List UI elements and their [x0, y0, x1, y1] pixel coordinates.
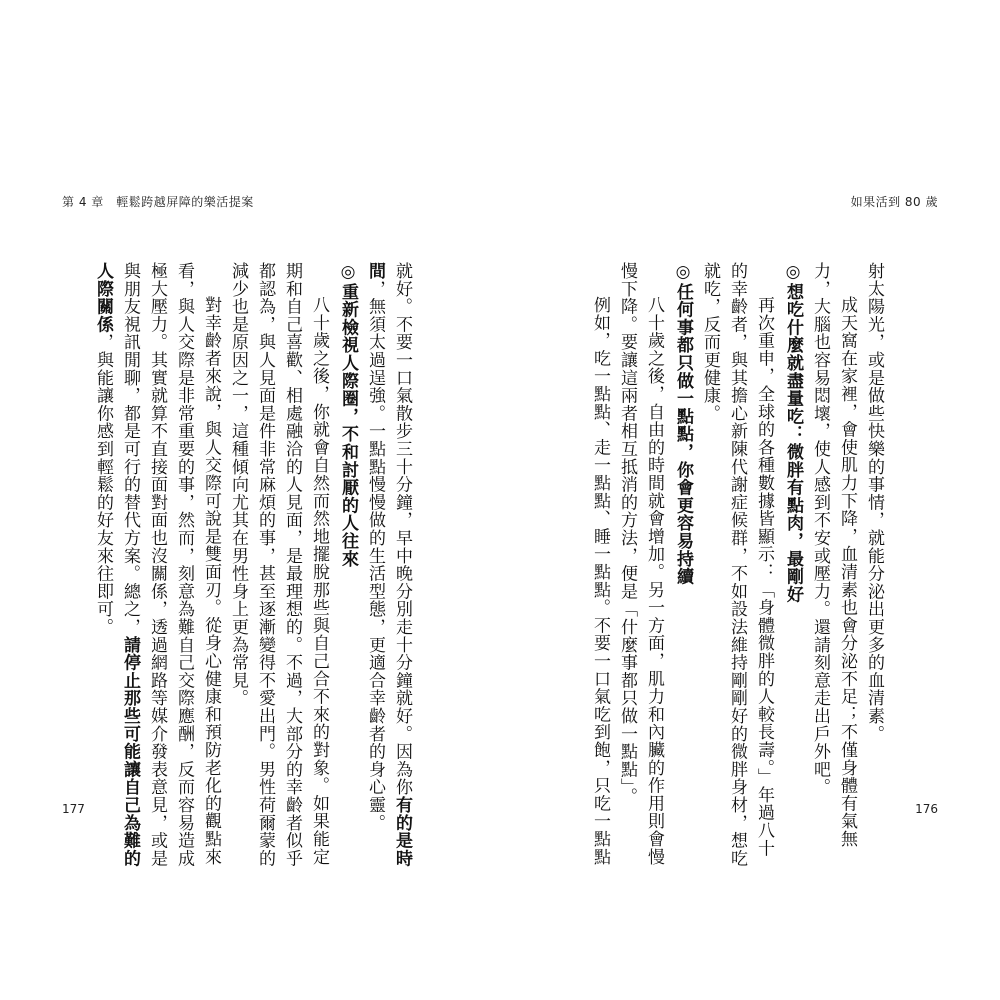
body-line: 的幸齡者，與其擔心新陳代謝症候群，不如設法維持剛剛好的微胖身材，想吃 — [727, 262, 747, 868]
body-line: 間，無須太過逞強。一點點慢慢做的生活型態，更適合幸齡者的身心靈。 — [365, 262, 385, 832]
section-heading: ◎任何事都只做一點點，你會更容易持續 — [673, 262, 693, 586]
body-line: 射太陽光，或是做些快樂的事情，就能分泌出更多的血清素。 — [864, 262, 884, 743]
section-heading: ◎重新檢視人際圈，不和討厭的人往來 — [338, 262, 358, 568]
body-line: 與朋友視訊閒聊，都是可行的替代方案。總之，請停止那些可能讓自己為難的 — [120, 262, 140, 868]
section-heading: ◎想吃什麼就盡量吃：微胖有點肉，最剛好 — [783, 262, 803, 604]
body-line: 期和自己喜歡、相處融洽的人見面，是最理想的。不過，大部分的幸齡者似乎 — [282, 262, 302, 868]
body-line: 減少也是原因之一，這種傾向尤其在男性身上更為常見。 — [228, 262, 248, 707]
body-line: 成天窩在家裡，會使肌力下降，血清素也會分泌不足；不僅身體有氣無 — [837, 296, 857, 848]
running-head-right: 如果活到 80 歲 — [850, 195, 938, 209]
bold-emphasis: 有的是時 — [392, 796, 412, 868]
body-line: 就吃，反而更健康。 — [700, 262, 720, 423]
body-line: 對幸齡者來說，與人交際可說是雙面刃。從身心健康和預防老化的觀點來 — [201, 296, 221, 866]
right-page-body — [586, 262, 887, 868]
body-line: 力，大腦也容易悶壞，使人感到不安或壓力。還請刻意走出戶外吧。 — [810, 262, 830, 796]
page-number-right: 176 — [915, 802, 938, 816]
bold-emphasis: 間 — [365, 262, 385, 280]
body-line: 八十歲之後，你就會自然而然地擺脫那些與自己合不來的對象。如果能定 — [309, 296, 329, 866]
body-line: 都認為，與人見面是件非常麻煩的事，甚至逐漸變得不愛出門。男性荷爾蒙的 — [255, 262, 275, 868]
body-line: 八十歲之後，自由的時間就會增加。另一方面，肌力和內臟的作用則會慢 — [644, 296, 664, 866]
body-line: 例如，吃一點點、走一點點、睡一點點。不要一口氣吃到飽，只吃一點點 — [590, 296, 610, 866]
body-line: 慢下降。要讓這兩者相互抵消的方法，便是「什麼事都只做一點點」。 — [617, 262, 637, 806]
page-number-left: 177 — [62, 802, 85, 816]
running-head-left: 第 4 章 輕鬆跨越屏障的樂活提案 — [62, 195, 254, 209]
bold-emphasis: 請停止那些可能讓自己為難的 — [120, 635, 140, 868]
body-line: 再次重申，全球的各種數據皆顯示：「身體微胖的人較長壽。」年過八十 — [754, 296, 774, 858]
body-line: 人際關係，與能讓你感到輕鬆的好友來往即可。 — [93, 262, 113, 636]
body-line: 看，與人交際是非常重要的事，然而，刻意為難自己交際應酬，反而容易造成 — [174, 262, 194, 868]
bold-emphasis: 人際關係 — [93, 262, 113, 334]
body-line: 就好。不要一口氣散步三十分鐘，早中晚分別走十分鐘就好。因為你有的是時 — [392, 262, 412, 868]
left-page-body — [89, 262, 415, 868]
body-line: 極大壓力。其實就算不直接面對面也沒關係，透過網路等媒介發表意見，或是 — [147, 262, 167, 868]
